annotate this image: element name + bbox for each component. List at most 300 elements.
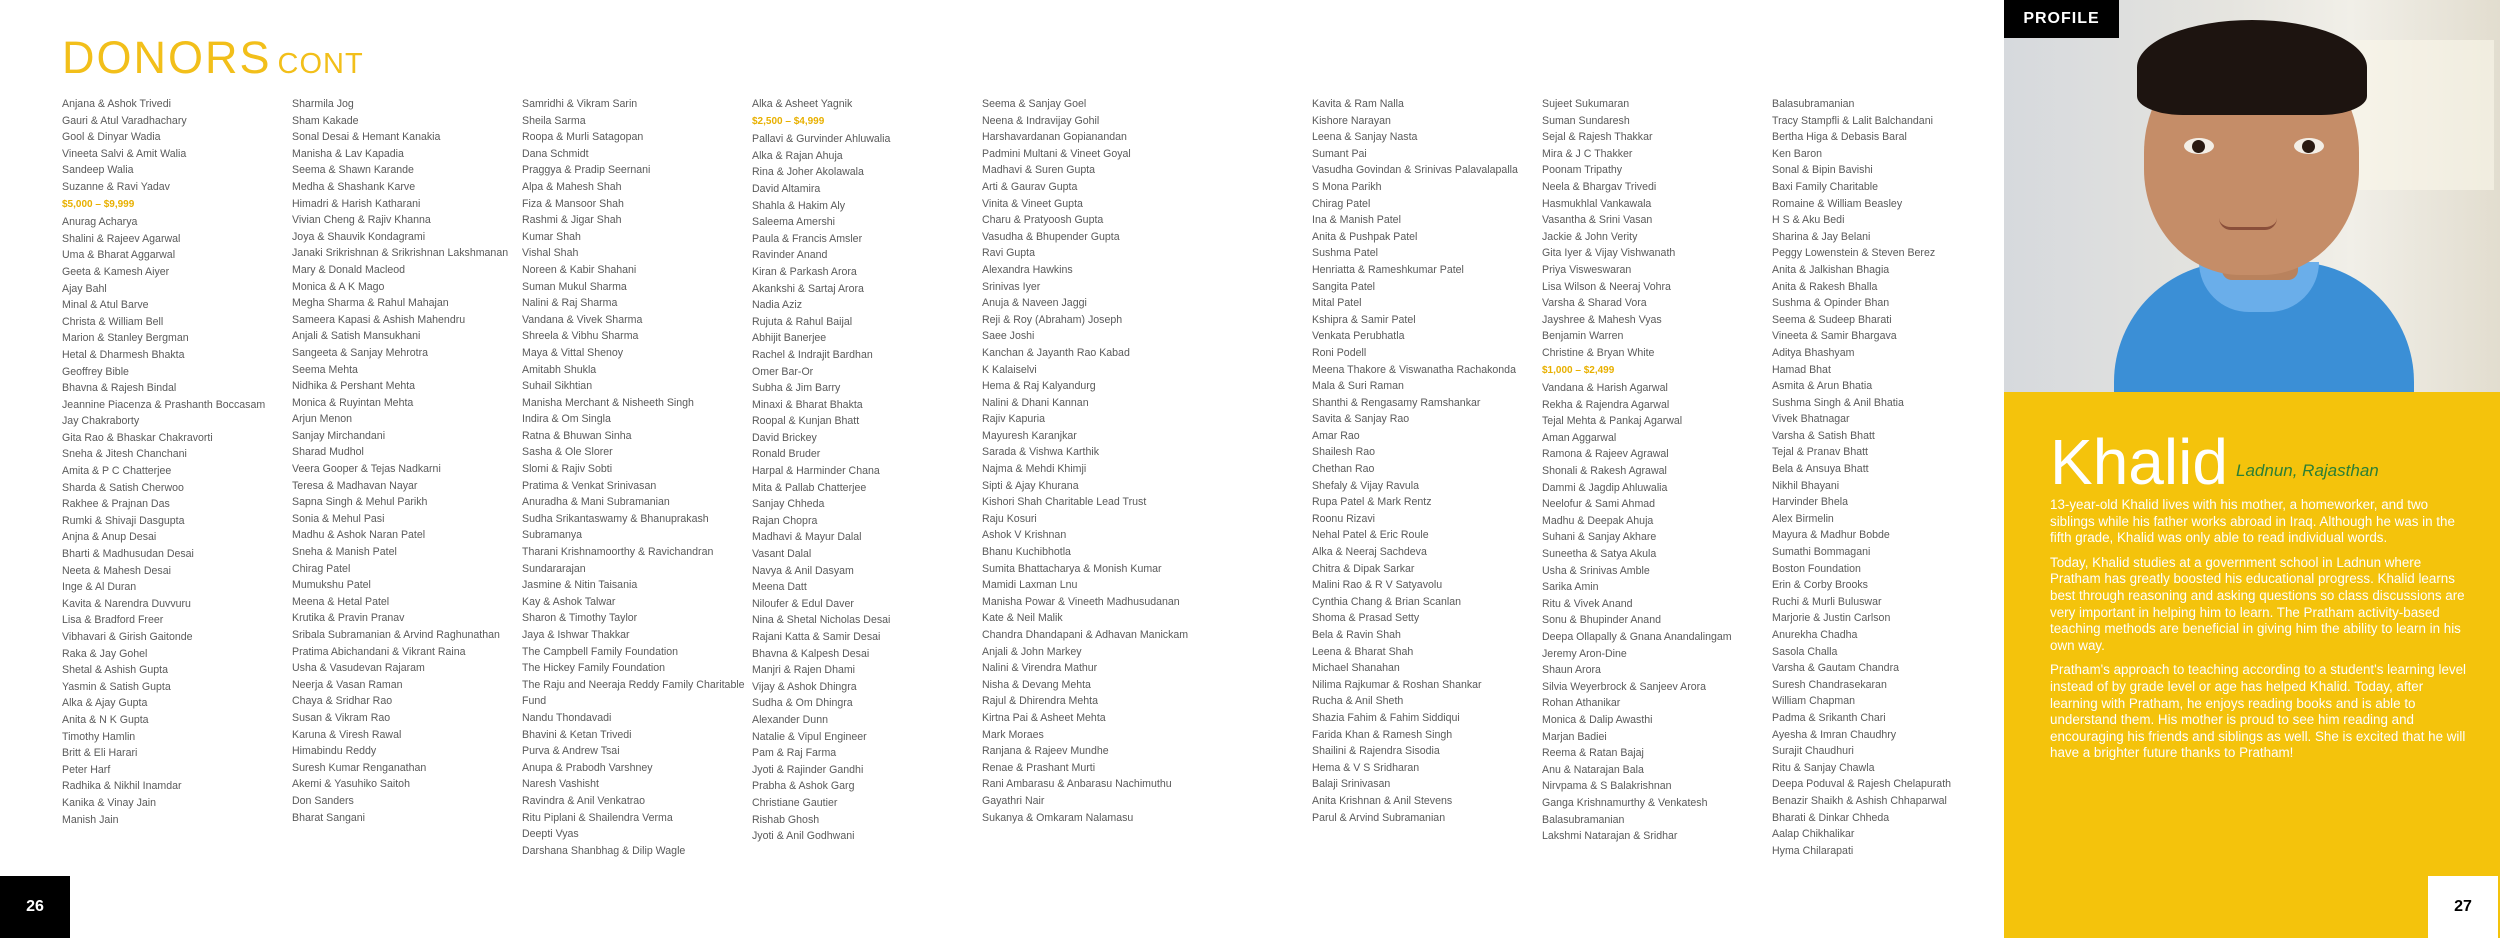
donor-name: Mita & Pallab Chatterjee — [752, 481, 867, 494]
donor-name: Bharat Sangani — [292, 811, 366, 824]
donor-name: Sudha & Om Dhingra — [752, 697, 853, 710]
donor-name: Peggy Lowenstein & Steven Berez — [1772, 247, 1936, 260]
donor-name: Hema & V S Sridharan — [1312, 761, 1420, 774]
donor-name: Sudha Srikantaswamy & Bhanuprakash Subramanya — [522, 512, 709, 542]
donor-name: Rupa Patel & Mark Rentz — [1312, 496, 1432, 509]
donor-name: Kanchan & Jayanth Rao Kabad — [982, 346, 1130, 359]
donor-name: Akankshi & Sartaj Arora — [752, 282, 864, 295]
donor-name: Lakshmi Natarajan & Sridhar — [1542, 830, 1678, 843]
donor-name: Shoma & Prasad Setty — [1312, 612, 1420, 625]
donor-name: Medha & Shashank Karve — [292, 180, 416, 193]
donor-name: Silvia Weyerbrock & Sanjeev Arora — [1542, 680, 1707, 693]
donor-name: Padma & Srikanth Chari — [1772, 711, 1886, 724]
story-paragraph: Today, Khalid studies at a government school in Ladnun where Pratham has greatly boosted his educational progress. Khalid learns best through reasoning and asking questions so class discussions are very important in helping him to learn. The Pratham activity-based teaching methods are beneficial in giving him the ability to learn in his own way. — [2050, 554, 2465, 653]
donor-name: Kavita & Ram Nalla — [1312, 98, 1404, 110]
donor-name: H S & Aku Bedi — [1772, 214, 1845, 227]
donor-name: Saleema Amershi — [752, 216, 836, 229]
donor-name: Shaun Arora — [1542, 664, 1601, 677]
donor-name: Tharani Krishnamoorthy & Ravichandran Sundararajan — [522, 546, 714, 575]
donor-name: Anjna & Anup Desai — [62, 531, 157, 544]
donor-name: Alex Birmelin — [1772, 512, 1834, 525]
donor-name: Anjali & Satish Mansukhani — [292, 330, 421, 343]
donor-name: Bela & Ansuya Bhatt — [1772, 463, 1869, 476]
donor-name: Marjan Badiei — [1542, 730, 1607, 743]
donor-name: Ashok V Krishnan — [982, 529, 1067, 542]
donor-column-2 — [292, 96, 517, 826]
donor-name: Anita & Pushpak Patel — [1312, 230, 1418, 243]
donor-name: Sneha & Manish Patel — [292, 546, 397, 559]
donor-name: Lisa & Bradford Freer — [62, 614, 164, 627]
donor-name: Joya & Shauvik Kondagrami — [292, 230, 426, 243]
donor-name: Saee Joshi — [982, 330, 1035, 343]
donor-name: Sushma Singh & Anil Bhatia — [1772, 396, 1904, 409]
donor-name: Hasmukhlal Vankawala — [1542, 197, 1652, 210]
donor-name: Nalini & Raj Sharma — [522, 297, 618, 310]
donor-name: Bharati & Dinkar Chheda — [1772, 811, 1890, 824]
donor-name: S Mona Parikh — [1312, 180, 1382, 193]
donor-name: Veera Gooper & Tejas Nadkarni — [292, 463, 441, 476]
donor-name: Bhavna & Rajesh Bindal — [62, 382, 177, 395]
donor-name: Vivian Cheng & Rajiv Khanna — [292, 214, 431, 227]
donor-name: Suneetha & Satya Akula — [1542, 548, 1657, 561]
donor-name: Chaya & Sridhar Rao — [292, 695, 393, 708]
donor-name: Naresh Vashisht — [522, 778, 599, 791]
donor-name: Anurag Acharya — [62, 216, 138, 229]
donor-name: Roopa & Murli Satagopan — [522, 131, 644, 144]
donor-name: Rumki & Shivaji Dasgupta — [62, 514, 185, 527]
donor-name: Peter Harf — [62, 763, 111, 776]
donor-name: Bhavna & Kalpesh Desai — [752, 647, 870, 660]
donor-name: Kshipra & Samir Patel — [1312, 313, 1416, 326]
donor-name: Najma & Mehdi Khimji — [982, 463, 1087, 476]
donor-name: K Kalaiselvi — [982, 363, 1037, 376]
donor-name: Anita & Jalkishan Bhagia — [1772, 263, 1890, 276]
donor-name: Mary & Donald Macleod — [292, 263, 406, 276]
donor-name: David Altamira — [752, 182, 821, 195]
donor-name: Charu & Pratyoosh Gupta — [982, 214, 1104, 227]
donor-name: Manisha Merchant & Nisheeth Singh — [522, 396, 694, 409]
donor-name: Jeremy Aron-Dine — [1542, 647, 1627, 660]
donor-name: Mumukshu Patel — [292, 579, 371, 592]
page-number-right: 27 — [2428, 876, 2498, 938]
donor-name: Rashmi & Jigar Shah — [522, 214, 622, 227]
donor-name: Rajul & Dhirendra Mehta — [982, 695, 1098, 708]
donor-name: Renae & Prashant Murti — [982, 761, 1096, 774]
donor-name: Suman Mukul Sharma — [522, 280, 627, 293]
donor-name: Malini Rao & R V Satyavolu — [1312, 579, 1443, 592]
donor-name: Noreen & Kabir Shahani — [522, 263, 637, 276]
donor-name: Sharina & Jay Belani — [1772, 230, 1871, 243]
donor-name: Shetal & Ashish Gupta — [62, 664, 169, 677]
donor-name: Neena & Indravijay Gohil — [982, 114, 1100, 127]
donor-name: Darshana Shanbhag & Dilip Wagle — [522, 844, 686, 857]
donor-name: Venkata Perubhatla — [1312, 330, 1405, 343]
donor-name: Neelofur & Sami Ahmad — [1542, 498, 1656, 511]
donor-name: Neeta & Mahesh Desai — [62, 564, 171, 577]
donor-name: Jeannine Piacenza & Prashanth Boccasam — [62, 398, 266, 411]
donor-name: Sonu & Bhupinder Anand — [1542, 614, 1661, 627]
donor-name: Chirag Patel — [1312, 197, 1371, 210]
donor-name: Mark Moraes — [982, 728, 1044, 741]
donor-name: Gool & Dinyar Wadia — [62, 131, 161, 144]
donor-name: Samridhi & Vikram Sarin — [522, 98, 638, 110]
donor-name: Pam & Raj Farma — [752, 747, 837, 760]
donor-name: Purva & Andrew Tsai — [522, 745, 620, 758]
donor-name: Sonia & Mehul Pasi — [292, 512, 385, 525]
donor-name: David Brickey — [752, 431, 817, 444]
donor-name: Rajani Katta & Samir Desai — [752, 631, 881, 643]
donor-name: Vibhavari & Girish Gaitonde — [62, 631, 193, 643]
donor-name: Tejal & Pranav Bhatt — [1772, 446, 1868, 459]
donor-name: Gita Rao & Bhaskar Chakravorti — [62, 431, 213, 444]
donor-name: Janaki Srikrishnan & Srikrishnan Lakshmanan — [292, 247, 509, 260]
donor-column-4 — [752, 96, 977, 845]
donor-name: The Hickey Family Foundation — [522, 662, 666, 675]
donor-name: Suresh Kumar Renganathan — [292, 761, 427, 774]
donor-name: Varsha & Gautam Chandra — [1772, 662, 1899, 675]
donor-name: Roni Podell — [1312, 346, 1367, 359]
donor-name: Rakhee & Prajnan Das — [62, 498, 170, 511]
donor-name: Kavita & Narendra Duvvuru — [62, 597, 191, 610]
donor-name: Savita & Sanjay Rao — [1312, 413, 1410, 426]
donor-name: Meena Thakore & Viswanatha Rachakonda — [1312, 363, 1516, 376]
donor-name: Varsha & Satish Bhatt — [1772, 429, 1875, 442]
donor-name: Varsha & Sharad Vora — [1542, 297, 1647, 310]
donor-name: Minal & Atul Barve — [62, 299, 149, 312]
donor-name: Alka & Asheet Yagnik — [752, 98, 853, 110]
donor-name: Seema Mehta — [292, 363, 358, 376]
donor-name: Harshavardanan Gopianandan — [982, 131, 1127, 144]
donor-name: Vasudha Govindan & Srinivas Palavalapalla — [1312, 164, 1518, 177]
donor-name: Ritu & Sanjay Chawla — [1772, 761, 1875, 774]
donor-name: Pratima Abichandani & Vikrant Raina — [292, 645, 466, 658]
donor-name: Deepa Ollapally & Gnana Anandalingam — [1542, 631, 1732, 643]
donor-name: Sham Kakade — [292, 114, 359, 127]
donor-name: Omer Bar-Or — [752, 365, 814, 378]
donor-name: Nisha & Devang Mehta — [982, 678, 1091, 691]
donor-name: Pallavi & Gurvinder Ahluwalia — [752, 133, 891, 146]
donor-name: Shazia Fahim & Fahim Siddiqui — [1312, 711, 1460, 724]
donor-name: Rujuta & Rahul Baijal — [752, 315, 853, 328]
donor-name: Rajiv Kapuria — [982, 413, 1046, 426]
donor-name: Alexandra Hawkins — [982, 263, 1073, 276]
donor-name: Ganga Krishnamurthy & Venkatesh Balasubramanian — [1542, 796, 1708, 826]
donor-name: Benjamin Warren — [1542, 330, 1624, 343]
donor-name: Meena Datt — [752, 581, 807, 594]
donor-name: Inge & Al Duran — [62, 581, 137, 594]
donor-column-1 — [62, 96, 287, 828]
profile-story — [2050, 497, 2472, 770]
donor-name: Vineeta Salvi & Amit Walia — [62, 147, 187, 160]
donor-name: Sipti & Ajay Khurana — [982, 479, 1079, 492]
donor-name: Kay & Ashok Talwar — [522, 595, 616, 608]
donor-name: Ayesha & Imran Chaudhry — [1772, 728, 1897, 741]
donor-name: Sanjay Chheda — [752, 498, 825, 511]
donor-name: Sumita Bhattacharya & Monish Kumar — [982, 562, 1162, 575]
donor-name: Chandra Dhandapani & Adhavan Manickam — [982, 629, 1189, 641]
donor-name: Sameera Kapasi & Ashish Mahendru — [292, 313, 466, 326]
donor-name: Shefaly & Vijay Ravula — [1312, 479, 1419, 492]
donor-name: Arti & Gaurav Gupta — [982, 180, 1078, 193]
donor-name: Arjun Menon — [292, 413, 353, 426]
donor-name: Jyoti & Rajinder Gandhi — [752, 763, 864, 776]
donor-name: Kishori Shah Charitable Lead Trust — [982, 496, 1147, 509]
donor-name: Sharmila Jog — [292, 98, 354, 110]
donor-name: Vishal Shah — [522, 247, 579, 260]
donor-name: Ritu & Vivek Anand — [1542, 597, 1633, 610]
donor-name: Tejal Mehta & Pankaj Agarwal — [1542, 415, 1683, 428]
donor-name: The Campbell Family Foundation — [522, 645, 679, 658]
donor-name: Anu & Natarajan Bala — [1542, 763, 1644, 776]
donor-name: Hyma Chilarapati — [1772, 844, 1854, 857]
donor-column-8 — [1772, 96, 1997, 859]
donor-name: Ruchi & Murli Buluswar — [1772, 595, 1882, 608]
donor-name: Alka & Ajay Gupta — [62, 697, 148, 710]
donor-name: Marion & Stanley Bergman — [62, 332, 189, 345]
donor-name: Niloufer & Edul Daver — [752, 597, 854, 610]
donor-name: Suzanne & Ravi Yadav — [62, 180, 170, 193]
donor-name: Raka & Jay Gohel — [62, 647, 148, 660]
donor-name: Sanjay Mirchandani — [292, 429, 386, 442]
donor-name: Amar Rao — [1312, 429, 1360, 442]
donor-name: Parul & Arvind Subramanian — [1312, 811, 1446, 824]
page-number-left: 26 — [0, 876, 70, 938]
donor-name: Bhanu Kuchibhotla — [982, 546, 1071, 559]
donor-name: Bharti & Madhusudan Desai — [62, 548, 194, 561]
donor-name: Rani Ambarasu & Anbarasu Nachimuthu — [982, 778, 1172, 791]
donor-name: Jyoti & Anil Godhwani — [752, 830, 855, 843]
donor-name: Chethan Rao — [1312, 463, 1375, 476]
donor-name: Geoffrey Bible — [62, 365, 129, 378]
donor-name: Slomi & Rajiv Sobti — [522, 463, 613, 476]
donor-name: Vasudha & Bhupender Gupta — [982, 230, 1120, 243]
donor-name: Kate & Neil Malik — [982, 612, 1063, 625]
donor-name: Deepti Vyas — [522, 828, 579, 841]
story-paragraph: Pratham's approach to teaching according to a student's learning level instead of by grade level or age has helped Khalid. Today, after learning with Pratham, he enjoys reading books and is able to understand them. His mother is proud to see him reading and encouraging his friends and siblings as well. She is excited that he will have a brighter future thanks to Pratham! — [2050, 662, 2467, 761]
donor-name: Priya Visweswaran — [1542, 263, 1632, 276]
donor-name: Neela & Bhargav Trivedi — [1542, 180, 1657, 193]
donor-name: Rohan Athanikar — [1542, 697, 1621, 710]
donor-name: Abhijit Banerjee — [752, 332, 827, 345]
donor-name: Fiza & Mansoor Shah — [522, 197, 624, 210]
donor-name: Suhail Sikhtian — [522, 380, 593, 393]
gift-level-heading: $5,000 – $9,999 — [62, 198, 135, 210]
donor-name: Sukanya & Omkaram Nalamasu — [982, 811, 1134, 824]
donor-name: Jasmine & Nitin Taisania — [522, 579, 638, 592]
donor-name: Nirvpama & S Balakrishnan — [1542, 780, 1672, 793]
donor-name: Dammi & Jagdip Ahluwalia — [1542, 481, 1668, 494]
donor-name: Sumathi Bommagani — [1772, 546, 1871, 559]
donor-name: Sejal & Rajesh Thakkar — [1542, 131, 1653, 144]
donor-name: Poonam Tripathy — [1542, 164, 1623, 177]
donor-name: Sangita Patel — [1312, 280, 1376, 293]
donor-name: Praggya & Pradip Seernani — [522, 164, 651, 177]
profile-name: Khalid — [2050, 426, 2228, 498]
donor-name: Aalap Chikhalikar — [1772, 828, 1855, 841]
profile-tag: PROFILE — [2004, 0, 2119, 38]
donor-name: Anjali & John Markey — [982, 645, 1082, 658]
donor-name: Sarika Amin — [1542, 581, 1599, 594]
donor-name: Gayathri Nair — [982, 794, 1045, 807]
page-title — [62, 32, 364, 84]
donor-name: Nehal Patel & Eric Roule — [1312, 529, 1429, 542]
donor-name: Nilima Rajkumar & Roshan Shankar — [1312, 678, 1482, 691]
donor-name: Sonal Desai & Hemant Kanakia — [292, 131, 441, 144]
donor-name: Paula & Francis Amsler — [752, 232, 863, 245]
donor-name: Mayura & Madhur Bobde — [1772, 529, 1890, 542]
donor-name: Harpal & Harminder Chana — [752, 465, 880, 478]
donor-name: Roonu Rizavi — [1312, 512, 1376, 525]
donor-name: Vasantha & Srini Vasan — [1542, 214, 1653, 227]
donor-name: Asmita & Arun Bhatia — [1772, 380, 1873, 393]
donor-name: Deepa Poduval & Rajesh Chelapurath — [1772, 778, 1952, 791]
donor-name: Gita Iyer & Vijay Vishwanath — [1542, 247, 1676, 260]
donor-name: Jay Chakraborty — [62, 415, 140, 428]
donor-name: Nadia Aziz — [752, 299, 803, 312]
donor-name: Jayshree & Mahesh Vyas — [1542, 313, 1662, 326]
donor-name: Geeta & Kamesh Aiyer — [62, 265, 170, 278]
donor-name: Monica & A K Mago — [292, 280, 385, 293]
donor-name: Ravi Gupta — [982, 247, 1035, 260]
donor-name: Boston Foundation — [1772, 562, 1861, 575]
donor-name: Ina & Manish Patel — [1312, 214, 1401, 227]
donor-name: Madhavi & Suren Gupta — [982, 164, 1096, 177]
donor-name: Harvinder Bhela — [1772, 496, 1848, 509]
donor-name: Erin & Corby Brooks — [1772, 579, 1868, 592]
story-paragraph: 13-year-old Khalid lives with his mother, a homeworker, and two siblings while his father works abroad in Iraq. Although he was in the fifth grade, Khalid was only able to read individual words. — [2050, 497, 2455, 546]
donor-name: Anita Krishnan & Anil Stevens — [1312, 794, 1453, 807]
donor-name: Vijay & Ashok Dhingra — [752, 680, 857, 693]
donor-name: Hema & Raj Kalyandurg — [982, 380, 1096, 393]
donor-name: Teresa & Madhavan Nayar — [292, 479, 418, 492]
donor-name: Nalini & Virendra Mathur — [982, 662, 1098, 675]
donor-name: Balaji Srinivasan — [1312, 778, 1391, 791]
donor-name: Aman Aggarwal — [1542, 431, 1617, 444]
donor-name: Sujeet Sukumaran — [1542, 98, 1630, 110]
donor-name: Hamad Bhat — [1772, 363, 1831, 376]
donor-name: Cynthia Chang & Brian Scanlan — [1312, 595, 1461, 608]
donor-name: Himabindu Reddy — [292, 745, 377, 758]
donor-name: Shanthi & Rengasamy Ramshankar — [1312, 396, 1481, 409]
donor-name: Jaya & Ishwar Thakkar — [522, 629, 630, 641]
donor-name: Ritu Piplani & Shailendra Verma — [522, 811, 673, 824]
donor-name: Sandeep Walia — [62, 164, 134, 177]
donor-name: Seema & Sudeep Bharati — [1772, 313, 1892, 326]
donor-name: Chirag Patel — [292, 562, 351, 575]
donor-name: Ajay Bahl — [62, 282, 107, 295]
donor-name: Bela & Ravin Shah — [1312, 629, 1401, 641]
donor-name: Sharda & Satish Cherwoo — [62, 481, 184, 494]
donor-name: Usha & Vasudevan Rajaram — [292, 662, 425, 675]
donor-name: Sushma & Opinder Bhan — [1772, 297, 1890, 310]
donor-name: Srinivas Iyer — [982, 280, 1041, 293]
donor-name: Mital Patel — [1312, 297, 1362, 310]
donor-name: Maya & Vittal Shenoy — [522, 346, 624, 359]
donor-name: Marjorie & Justin Carlson — [1772, 612, 1891, 625]
donor-name: Monica & Ruyintan Mehta — [292, 396, 414, 409]
donor-name: Vasant Dalal — [752, 548, 812, 561]
donor-column-6 — [1312, 96, 1537, 826]
donor-name: Seema & Shawn Karande — [292, 164, 414, 177]
donor-name: Anjana & Ashok Trivedi — [62, 98, 171, 110]
donor-name: Madhu & Deepak Ahuja — [1542, 514, 1654, 527]
donor-name: Alka & Rajan Ahuja — [752, 149, 843, 162]
donor-name: The Raju and Neeraja Reddy Family Charitable Fund — [522, 678, 745, 708]
donor-name: Raju Kosuri — [982, 512, 1037, 525]
donor-name: Aditya Bhashyam — [1772, 346, 1855, 359]
donor-name: Vivek Bhatnagar — [1772, 413, 1850, 426]
donor-name: Madhu & Ashok Naran Patel — [292, 529, 426, 542]
donor-name: Mayuresh Karanjkar — [982, 429, 1077, 442]
donor-name: Manisha & Lav Kapadia — [292, 147, 404, 160]
donor-name: Shalini & Rajeev Agarwal — [62, 232, 181, 245]
donor-name: Henriatta & Rameshkumar Patel — [1312, 263, 1464, 276]
donor-name: Farida Khan & Ramesh Singh — [1312, 728, 1453, 741]
donor-name: Christine & Bryan White — [1542, 346, 1655, 359]
donor-name: Subha & Jim Barry — [752, 382, 841, 395]
donor-name: Shonali & Rakesh Agrawal — [1542, 465, 1667, 478]
donor-name: Shreela & Vibhu Sharma — [522, 330, 639, 343]
donor-name: Minaxi & Bharat Bhakta — [752, 398, 863, 411]
donor-name: Anita & Rakesh Bhalla — [1772, 280, 1878, 293]
donor-name: Kishore Narayan — [1312, 114, 1391, 127]
donor-name: Nandu Thondavadi — [522, 711, 612, 724]
donor-name: Timothy Hamlin — [62, 730, 136, 743]
donor-name: Anuradha & Mani Subramanian — [522, 496, 670, 509]
donor-name: Surajit Chaudhuri — [1772, 745, 1854, 758]
donor-name: Balasubramanian — [1772, 98, 1855, 110]
donor-name: Radhika & Nikhil Inamdar — [62, 780, 182, 793]
donor-name: Seema & Sanjay Goel — [982, 98, 1087, 110]
donor-name: Mala & Suri Raman — [1312, 380, 1404, 393]
donor-column-7 — [1542, 96, 1767, 845]
donor-name: Navya & Anil Dasyam — [752, 564, 854, 577]
donor-name: Ramona & Rajeev Agrawal — [1542, 448, 1669, 461]
donor-name: Christiane Gautier — [752, 796, 838, 809]
donor-name: Sheila Sarma — [522, 114, 586, 127]
donor-name: Sribala Subramanian & Arvind Raghunathan — [292, 629, 500, 641]
donor-name: Benazir Shaikh & Ashish Chhaparwal — [1772, 794, 1947, 807]
donor-name: Suresh Chandrasekaran — [1772, 678, 1887, 691]
gift-level-heading: $2,500 – $4,999 — [752, 115, 825, 127]
donor-name: Britt & Eli Harari — [62, 747, 138, 760]
donor-name: Kiran & Parkash Arora — [752, 265, 857, 278]
donor-name: Rajan Chopra — [752, 514, 818, 527]
donor-name: Rekha & Rajendra Agarwal — [1542, 398, 1670, 411]
donor-name: Gauri & Atul Varadhachary — [62, 114, 187, 127]
donor-name: Baxi Family Charitable — [1772, 180, 1878, 193]
donor-name: Christa & William Bell — [62, 315, 164, 328]
donor-name: Vandana & Vivek Sharma — [522, 313, 643, 326]
donor-name: Mira & J C Thakker — [1542, 147, 1633, 160]
donor-name: Jackie & John Verity — [1542, 230, 1638, 243]
donor-name: Sneha & Jitesh Chanchani — [62, 448, 187, 461]
donor-name: Suhani & Sanjay Akhare — [1542, 531, 1657, 544]
donor-name: Sushma Patel — [1312, 247, 1378, 260]
donor-name: Lisa Wilson & Neeraj Vohra — [1542, 280, 1671, 293]
donor-name: Alpa & Mahesh Shah — [522, 180, 622, 193]
donor-name: Sangeeta & Sanjay Mehrotra — [292, 346, 429, 359]
donor-name: Sapna Singh & Mehul Parikh — [292, 496, 428, 509]
donor-column-3 — [522, 96, 747, 859]
donor-name: Leena & Bharat Shah — [1312, 645, 1414, 658]
donor-name: Rucha & Anil Sheth — [1312, 695, 1404, 708]
donor-name: Reema & Ratan Bajaj — [1542, 747, 1644, 760]
donor-name: Neerja & Vasan Raman — [292, 678, 403, 691]
donor-name: Rina & Joher Akolawala — [752, 166, 864, 179]
profile-photo — [2004, 0, 2500, 392]
donor-name: Sarada & Vishwa Karthik — [982, 446, 1099, 459]
